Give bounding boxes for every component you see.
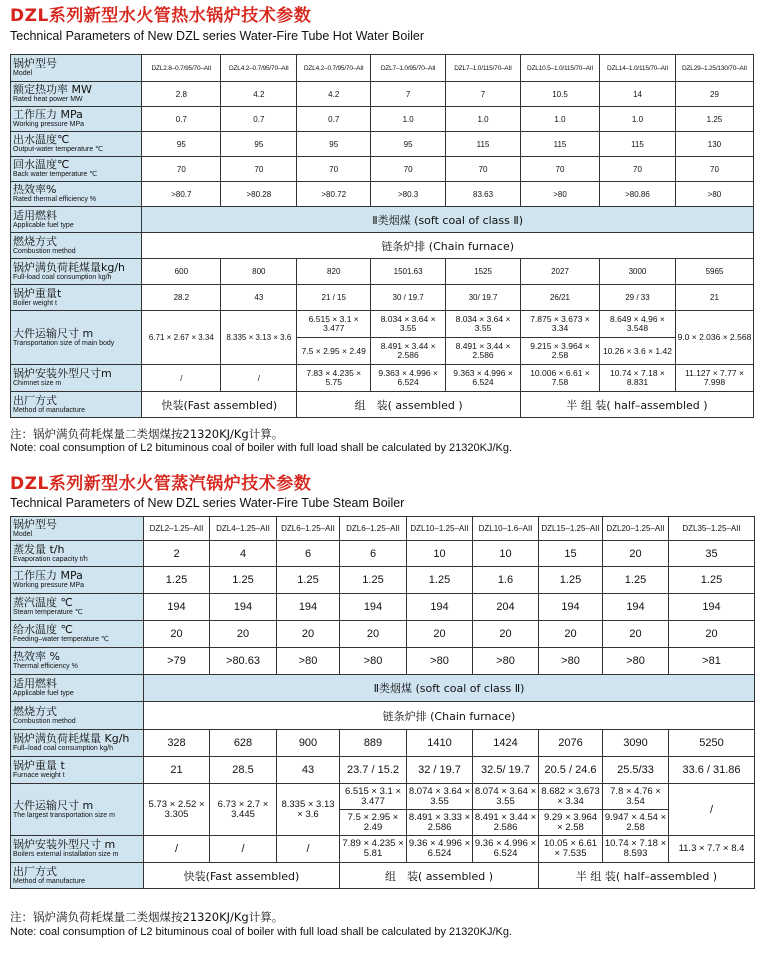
value-cell: / xyxy=(210,836,277,863)
model-cell: DZL14–1.0/115/70–AII xyxy=(600,55,676,82)
value-cell: 9.363 × 4.996 × 6.524 xyxy=(371,365,446,392)
value-cell: 2 xyxy=(144,541,210,567)
value-cell: 30/ 19.7 xyxy=(446,285,521,311)
value-cell: 194 xyxy=(539,594,603,621)
value-cell: 6 xyxy=(277,541,340,567)
value-cell: 130 xyxy=(675,132,753,157)
combustion-value: 链条炉排 (Chain furnace) xyxy=(144,702,755,730)
section-subtitle: Technical Parameters of New DZL series Water-Fire Tube Steam Boiler xyxy=(10,496,405,510)
value-cell: 9.215 × 3.964 × 2.58 xyxy=(520,338,599,365)
value-cell: 7.5 × 2.95 × 2.49 xyxy=(297,338,371,365)
model-cell: DZL4.2–0.7/95/70–AII xyxy=(297,55,371,82)
value-cell: 15 xyxy=(539,541,603,567)
value-cell: >79 xyxy=(144,648,210,675)
row-label: 蒸发量 t/h Evaporation capacity t/h xyxy=(11,541,144,567)
value-cell: 1.25 xyxy=(539,567,603,594)
value-cell: 1.0 xyxy=(446,107,521,132)
value-cell: 1525 xyxy=(446,259,521,285)
value-cell: 194 xyxy=(144,594,210,621)
value-cell: >80.28 xyxy=(221,182,297,207)
value-cell: 20 xyxy=(407,621,473,648)
value-cell: 8.491 × 3.44 × 2.586 xyxy=(371,338,446,365)
row-efficiency xyxy=(11,648,755,675)
row-label: 锅炉满负荷耗煤量 Kg/h Full–load coal consumption kg/h xyxy=(11,730,144,757)
manufacture-assembled: 组 装( assembled ) xyxy=(297,392,521,418)
value-cell: 194 xyxy=(277,594,340,621)
value-cell: >80 xyxy=(340,648,407,675)
row-label: 锅炉型号 Model xyxy=(11,55,142,82)
value-cell: >80 xyxy=(473,648,539,675)
value-cell: 8.491 × 3.33 × 2.586 xyxy=(407,810,473,836)
value-cell: 6.515 × 3.1 × 3.477 xyxy=(297,311,371,338)
value-cell: 95 xyxy=(142,132,221,157)
row-label: 适用燃料 Applicable fuel type xyxy=(11,207,142,233)
value-cell: 35 xyxy=(669,541,755,567)
row-transport xyxy=(11,311,754,338)
row-label: 给水温度 ℃ Feeding–water temperature ℃ xyxy=(11,621,144,648)
value-cell: 800 xyxy=(221,259,297,285)
model-cell: DZL4–1.25–AII xyxy=(210,517,277,541)
value-cell: 70 xyxy=(446,157,521,182)
value-cell: 115 xyxy=(446,132,521,157)
model-cell: DZL35–1.25–AII xyxy=(669,517,755,541)
value-cell: 8.682 × 3.673 × 3.34 xyxy=(539,784,603,810)
value-cell: >80.72 xyxy=(297,182,371,207)
row-coal xyxy=(11,259,754,285)
model-cell: DZL15–1.25–AII xyxy=(539,517,603,541)
fuel-value: Ⅱ类烟煤 (soft coal of class Ⅱ) xyxy=(144,675,755,702)
value-cell: 8.491 × 3.44 × 2.586 xyxy=(446,338,521,365)
manufacture-half-assembled: 半 组 装( half–assembled ) xyxy=(539,863,755,889)
row-label: 蒸汽温度 ℃ Steam temperature ℃ xyxy=(11,594,144,621)
value-cell: >80.3 xyxy=(371,182,446,207)
row-label: 锅炉安装外型尺寸 m Boilers external installation size m xyxy=(11,836,144,863)
row-label: 大件运输尺寸 m The largest transportation size m xyxy=(11,784,144,836)
model-cell: DZL2.8–0.7/95/70–AII xyxy=(142,55,221,82)
value-cell: 10 xyxy=(407,541,473,567)
value-cell: 328 xyxy=(144,730,210,757)
value-cell: 7.83 × 4.235 × 5.75 xyxy=(297,365,371,392)
value-cell: 7 xyxy=(446,82,521,107)
value-cell: / xyxy=(221,365,297,392)
value-cell: 20 xyxy=(603,621,669,648)
row-weight xyxy=(11,285,754,311)
value-cell: 70 xyxy=(297,157,371,182)
row-label: 锅炉重量t Boiler weight t xyxy=(11,285,142,311)
row-pressure xyxy=(11,107,754,132)
value-cell: 9.29 × 3.964 × 2.58 xyxy=(539,810,603,836)
row-label: 燃烧方式 Combustion method xyxy=(11,233,142,259)
value-cell: 10.05 × 6.61 × 7.535 xyxy=(539,836,603,863)
value-cell: 7.875 × 3.673 × 3.34 xyxy=(520,311,599,338)
row-label: 锅炉安装外型尺寸m Chimnet size m xyxy=(11,365,142,392)
section-title: DZL系列新型水火管热水锅炉技术参数 xyxy=(10,6,312,26)
value-cell: 32 / 19.7 xyxy=(407,757,473,784)
value-cell: 1.0 xyxy=(520,107,599,132)
value-cell: 9.363 × 4.996 × 6.524 xyxy=(446,365,521,392)
value-cell: 20 xyxy=(144,621,210,648)
value-cell: 70 xyxy=(520,157,599,182)
value-cell: 43 xyxy=(277,757,340,784)
value-cell: >80.63 xyxy=(210,648,277,675)
fuel-value: Ⅱ类烟煤 (soft coal of class Ⅱ) xyxy=(142,207,754,233)
value-cell: 194 xyxy=(603,594,669,621)
row-label: 大件运输尺寸 m Transportation size of main body xyxy=(11,311,142,365)
row-outlet-temp xyxy=(11,132,754,157)
value-cell: 8.335 × 3.13 × 3.6 xyxy=(221,311,297,365)
row-model xyxy=(11,55,754,82)
value-cell: 70 xyxy=(371,157,446,182)
row-install xyxy=(11,365,754,392)
value-cell: 7.89 × 4.235 × 5.81 xyxy=(340,836,407,863)
value-cell: 95 xyxy=(221,132,297,157)
value-cell: 70 xyxy=(142,157,221,182)
value-cell: >80.86 xyxy=(600,182,676,207)
model-cell: DZL4.2–0.7/95/70–AII xyxy=(221,55,297,82)
value-cell: 7.5 × 2.95 × 2.49 xyxy=(340,810,407,836)
value-cell: >80.7 xyxy=(142,182,221,207)
value-cell: 32.5/ 19.7 xyxy=(473,757,539,784)
value-cell: 1.25 xyxy=(669,567,755,594)
row-label: 工作压力 MPa Working pressure MPa xyxy=(11,107,142,132)
value-cell: 1.0 xyxy=(600,107,676,132)
value-cell: 600 xyxy=(142,259,221,285)
value-cell: 1.25 xyxy=(603,567,669,594)
note-chinese: 注：锅炉满负荷耗煤量二类烟煤按21320KJ/Kg计算。 xyxy=(10,910,284,924)
row-feed-temp xyxy=(11,621,755,648)
value-cell: 10.74 × 7.18 × 8.831 xyxy=(600,365,676,392)
value-cell: 1.25 xyxy=(210,567,277,594)
value-cell: 204 xyxy=(473,594,539,621)
model-cell: DZL7–1.0/115/70–AII xyxy=(446,55,521,82)
value-cell: 1.6 xyxy=(473,567,539,594)
value-cell: 1.0 xyxy=(371,107,446,132)
value-cell: 23.7 / 15.2 xyxy=(340,757,407,784)
value-cell: 20 xyxy=(603,541,669,567)
row-label: 适用燃料 Applicable fuel type xyxy=(11,675,144,702)
value-cell: / xyxy=(144,836,210,863)
value-cell: 1.25 xyxy=(144,567,210,594)
value-cell: 20 xyxy=(669,621,755,648)
value-cell: 10 xyxy=(473,541,539,567)
value-cell: >80 xyxy=(520,182,599,207)
row-label: 燃烧方式 Combustion method xyxy=(11,702,144,730)
value-cell: 10.26 × 3.6 × 1.42 xyxy=(600,338,676,365)
row-combustion xyxy=(11,233,754,259)
value-cell: 2.8 xyxy=(142,82,221,107)
row-pressure xyxy=(11,567,755,594)
value-cell: 8.034 × 3.64 × 3.55 xyxy=(371,311,446,338)
row-label: 出厂方式 Method of manufacture xyxy=(11,863,144,889)
value-cell: 11.3 × 7.7 × 8.4 xyxy=(669,836,755,863)
value-cell: >80 xyxy=(407,648,473,675)
value-cell: 8.335 × 3.13 × 3.6 xyxy=(277,784,340,836)
value-cell: >80 xyxy=(539,648,603,675)
value-cell: 21 xyxy=(144,757,210,784)
value-cell: 25.5/33 xyxy=(603,757,669,784)
value-cell: 9.0 × 2.036 × 2.568 xyxy=(675,311,753,365)
row-label: 额定热功率 MW Rated heat power MW xyxy=(11,82,142,107)
value-cell: 5250 xyxy=(669,730,755,757)
value-cell: 28.2 xyxy=(142,285,221,311)
row-label: 出厂方式 Method of manufacture xyxy=(11,392,142,418)
value-cell: 7.8 × 4.76 × 3.54 xyxy=(603,784,669,810)
value-cell: 9.36 × 4.996 × 6.524 xyxy=(473,836,539,863)
value-cell: 11.127 × 7.77 × 7.998 xyxy=(675,365,753,392)
value-cell: 20 xyxy=(340,621,407,648)
model-cell: DZL20–1.25–AII xyxy=(603,517,669,541)
value-cell: 20 xyxy=(539,621,603,648)
note-english: Note: coal consumption of L2 bituminous coal of boiler with full load shall be calculated by 21320KJ/Kg. xyxy=(10,926,513,938)
row-model xyxy=(11,517,755,541)
model-cell: DZL10–1.25–AII xyxy=(407,517,473,541)
row-back-temp xyxy=(11,157,754,182)
row-label: 锅炉满负荷耗煤量kg/h Full-load coal consumption kg/h xyxy=(11,259,142,285)
model-cell: DZL6–1.25–AII xyxy=(340,517,407,541)
row-label: 回水温度℃ Back water temperature ℃ xyxy=(11,157,142,182)
value-cell: >81 xyxy=(669,648,755,675)
value-cell: 8.649 × 4.96 × 3.548 xyxy=(600,311,676,338)
note-english: Note: coal consumption of L2 bituminous coal of boiler with full load shall be calculated by 21320KJ/Kg. xyxy=(10,442,513,454)
value-cell: 20.5 / 24.6 xyxy=(539,757,603,784)
value-cell: 194 xyxy=(340,594,407,621)
value-cell: 115 xyxy=(600,132,676,157)
value-cell: 8.491 × 3.44 × 2.586 xyxy=(473,810,539,836)
value-cell: 2027 xyxy=(520,259,599,285)
row-label: 工作压力 MPa Working pressure MPa xyxy=(11,567,144,594)
value-cell: 194 xyxy=(210,594,277,621)
value-cell: 70 xyxy=(675,157,753,182)
row-transport xyxy=(11,784,755,810)
value-cell: >80 xyxy=(277,648,340,675)
value-cell: 1.25 xyxy=(407,567,473,594)
value-cell: 21 / 15 xyxy=(297,285,371,311)
value-cell: 0.7 xyxy=(297,107,371,132)
value-cell: >80 xyxy=(675,182,753,207)
value-cell: 3090 xyxy=(603,730,669,757)
manufacture-assembled: 组 装( assembled ) xyxy=(340,863,539,889)
value-cell: 14 xyxy=(600,82,676,107)
row-manufacture xyxy=(11,863,755,889)
value-cell: 20 xyxy=(277,621,340,648)
value-cell: 10.74 × 7.18 × 8.593 xyxy=(603,836,669,863)
value-cell: 43 xyxy=(221,285,297,311)
value-cell: 194 xyxy=(669,594,755,621)
value-cell: >80 xyxy=(603,648,669,675)
value-cell: 9.947 × 4.54 × 2.58 xyxy=(603,810,669,836)
value-cell: 900 xyxy=(277,730,340,757)
value-cell: 628 xyxy=(210,730,277,757)
model-cell: DZL10.5–1.0/115/70–AII xyxy=(520,55,599,82)
value-cell: 5.73 × 2.52 × 3.305 xyxy=(144,784,210,836)
value-cell: 9.36 × 4.996 × 6.524 xyxy=(407,836,473,863)
value-cell: 4.2 xyxy=(297,82,371,107)
value-cell: 0.7 xyxy=(221,107,297,132)
value-cell: 70 xyxy=(600,157,676,182)
value-cell: 820 xyxy=(297,259,371,285)
value-cell: 95 xyxy=(371,132,446,157)
value-cell: / xyxy=(142,365,221,392)
value-cell: 70 xyxy=(221,157,297,182)
value-cell: / xyxy=(669,784,755,836)
value-cell: 95 xyxy=(297,132,371,157)
value-cell: 889 xyxy=(340,730,407,757)
model-cell: DZL7–1.0/95/70–AII xyxy=(371,55,446,82)
value-cell: 83.63 xyxy=(446,182,521,207)
value-cell: 1424 xyxy=(473,730,539,757)
value-cell: 33.6 / 31.86 xyxy=(669,757,755,784)
value-cell: 5965 xyxy=(675,259,753,285)
value-cell: 29 xyxy=(675,82,753,107)
value-cell: 1.25 xyxy=(277,567,340,594)
note-chinese: 注：锅炉满负荷耗煤量二类烟煤按21320KJ/Kg计算。 xyxy=(10,427,284,441)
row-install xyxy=(11,836,755,863)
section-title: DZL系列新型水火管蒸汽锅炉技术参数 xyxy=(10,474,312,494)
model-cell: DZL6–1.25–AII xyxy=(277,517,340,541)
value-cell: 7 xyxy=(371,82,446,107)
section-subtitle: Technical Parameters of New DZL series Water-Fire Tube Hot Water Boiler xyxy=(10,29,425,43)
row-label: 出水温度℃ Output-water temperature ℃ xyxy=(11,132,142,157)
combustion-value: 链条炉排 (Chain furnace) xyxy=(142,233,754,259)
value-cell: 21 xyxy=(675,285,753,311)
row-label: 热效率 % Thermal efficiency % xyxy=(11,648,144,675)
row-efficiency xyxy=(11,182,754,207)
value-cell: 30 / 19.7 xyxy=(371,285,446,311)
value-cell: 1.25 xyxy=(340,567,407,594)
value-cell: 20 xyxy=(473,621,539,648)
value-cell: 28.5 xyxy=(210,757,277,784)
model-cell: DZL2–1.25–AII xyxy=(144,517,210,541)
value-cell: 2076 xyxy=(539,730,603,757)
row-fuel xyxy=(11,207,754,233)
value-cell: 194 xyxy=(407,594,473,621)
hot-water-spec-table xyxy=(10,54,754,418)
value-cell: 26/21 xyxy=(520,285,599,311)
value-cell: 8.074 × 3.64 × 3.55 xyxy=(407,784,473,810)
model-cell: DZL29–1.25/130/70–AII xyxy=(675,55,753,82)
value-cell: 4 xyxy=(210,541,277,567)
row-coal xyxy=(11,730,755,757)
value-cell: / xyxy=(277,836,340,863)
row-fuel xyxy=(11,675,755,702)
row-combustion xyxy=(11,702,755,730)
value-cell: 8.034 × 3.64 × 3.55 xyxy=(446,311,521,338)
steam-spec-table xyxy=(10,516,755,889)
value-cell: 0.7 xyxy=(142,107,221,132)
value-cell: 1410 xyxy=(407,730,473,757)
model-cell: DZL10–1.6–AII xyxy=(473,517,539,541)
value-cell: 20 xyxy=(210,621,277,648)
value-cell: 6.515 × 3.1 × 3.477 xyxy=(340,784,407,810)
value-cell: 1.25 xyxy=(675,107,753,132)
row-evaporation xyxy=(11,541,755,567)
row-manufacture xyxy=(11,392,754,418)
value-cell: 115 xyxy=(520,132,599,157)
value-cell: 4.2 xyxy=(221,82,297,107)
value-cell: 1501.63 xyxy=(371,259,446,285)
value-cell: 6 xyxy=(340,541,407,567)
manufacture-half-assembled: 半 组 装( half–assembled ) xyxy=(520,392,753,418)
row-steam-temp xyxy=(11,594,755,621)
row-power xyxy=(11,82,754,107)
value-cell: 6.71 × 2.67 × 3.34 xyxy=(142,311,221,365)
manufacture-fast: 快装(Fast assembled) xyxy=(144,863,340,889)
row-label: 锅炉型号 Model xyxy=(11,517,144,541)
value-cell: 29 / 33 xyxy=(600,285,676,311)
value-cell: 8.074 × 3.64 × 3.55 xyxy=(473,784,539,810)
value-cell: 10.5 xyxy=(520,82,599,107)
row-weight xyxy=(11,757,755,784)
manufacture-fast: 快装(Fast assembled) xyxy=(142,392,297,418)
row-label: 热效率% Rated thermal efficiency % xyxy=(11,182,142,207)
value-cell: 6.73 × 2.7 × 3.445 xyxy=(210,784,277,836)
value-cell: 10.006 × 6.61 × 7.58 xyxy=(520,365,599,392)
row-label: 锅炉重量 t Furnace weight t xyxy=(11,757,144,784)
value-cell: 3000 xyxy=(600,259,676,285)
